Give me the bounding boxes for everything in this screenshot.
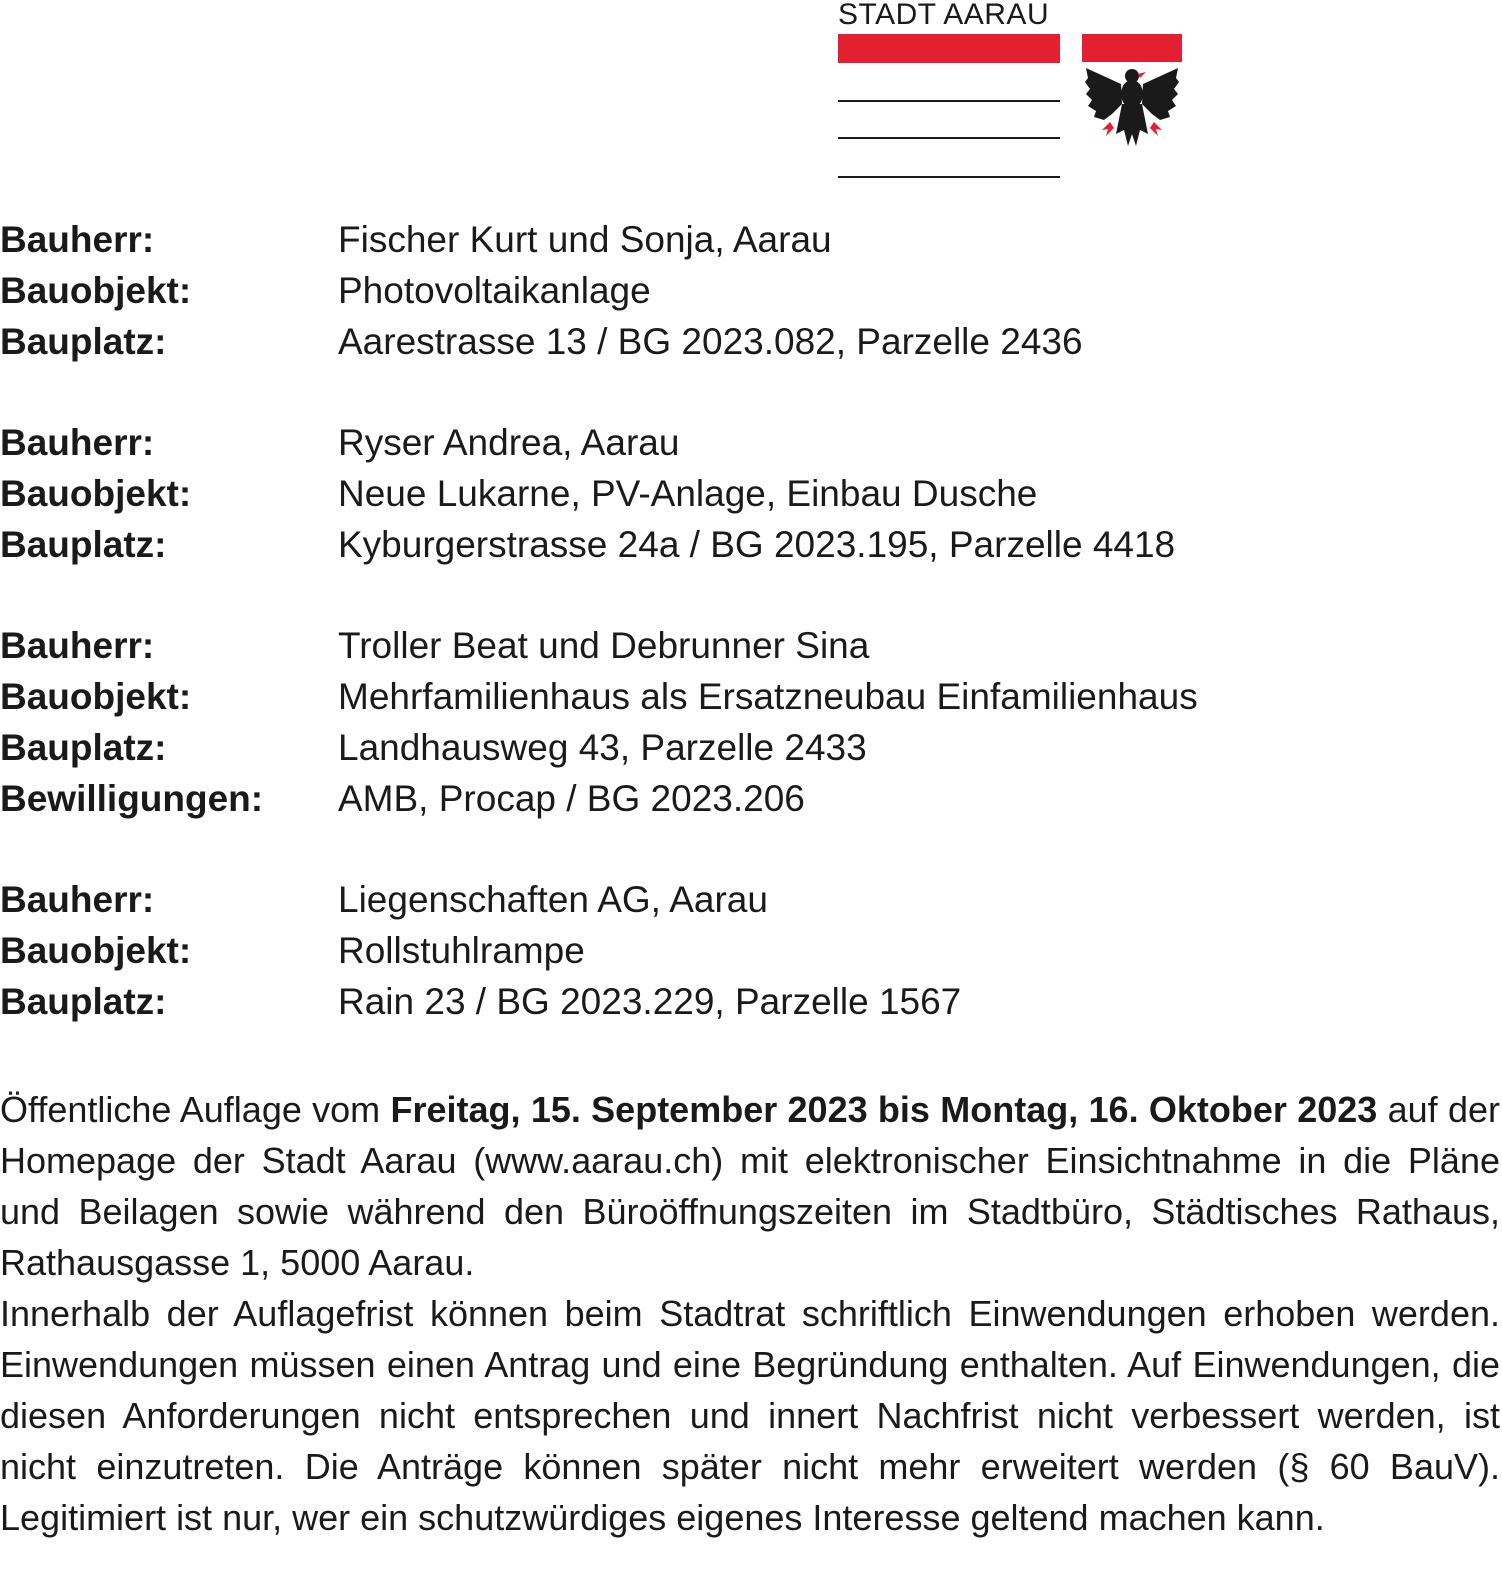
city-logo bbox=[838, 0, 1188, 180]
field-label: Bauplatz: bbox=[0, 321, 167, 362]
entry-row bbox=[0, 874, 1502, 925]
notice-paragraph-2: Innerhalb der Auflagefrist können beim Stadtrat schriftlich Einwendungen erhoben werden. Einwendungen müssen einen Antrag und eine Begründung enthalten. Auf Einwendungen, die diesen Anforderungen nicht entsprechen und innert Nachfrist nicht verbessert werden, ist nicht einzutreten. Die Anträge können später nicht mehr erweitert werden (§ 60 BauV). Legitimiert ist nur, wer ein schutzwürdiges eigenes Interesse geltend machen kann. bbox=[0, 1293, 1500, 1538]
entry-row bbox=[0, 671, 1502, 722]
entry-row bbox=[0, 519, 1502, 570]
field-value: Landhausweg 43, Parzelle 2433 bbox=[338, 727, 867, 768]
field-value: Rain 23 / BG 2023.229, Parzelle 1567 bbox=[338, 981, 962, 1022]
field-label: Bauplatz: bbox=[0, 981, 167, 1022]
field-label: Bauherr: bbox=[0, 879, 155, 920]
logo-red-bar bbox=[838, 34, 1060, 63]
field-value: Liegenschaften AG, Aarau bbox=[338, 879, 768, 920]
field-label: Bauplatz: bbox=[0, 727, 167, 768]
field-value: Rollstuhlrampe bbox=[338, 930, 585, 971]
entry-row bbox=[0, 417, 1502, 468]
building-applications bbox=[0, 214, 1502, 1077]
field-value: Kyburgerstrasse 24a / BG 2023.195, Parzelle 4418 bbox=[338, 524, 1176, 565]
field-label: Bauobjekt: bbox=[0, 473, 192, 514]
field-value: Mehrfamilienhaus als Ersatzneubau Einfamilienhaus bbox=[338, 676, 1198, 717]
entry-row bbox=[0, 773, 1502, 824]
entry-row bbox=[0, 722, 1502, 773]
notice-period: Freitag, 15. September 2023 bis Montag, 16. Oktober 2023 bbox=[390, 1089, 1378, 1130]
logo-text: STADT AARAU bbox=[838, 0, 1050, 31]
field-value: Fischer Kurt und Sonja, Aarau bbox=[338, 219, 832, 260]
field-value: AMB, Procap / BG 2023.206 bbox=[338, 778, 805, 819]
application-entry bbox=[0, 874, 1502, 1027]
notice-paragraph-1 bbox=[0, 1084, 1500, 1288]
field-value: Neue Lukarne, PV-Anlage, Einbau Dusche bbox=[338, 473, 1038, 514]
notice-intro: Öffentliche Auflage vom bbox=[0, 1089, 391, 1130]
field-label: Bauobjekt: bbox=[0, 270, 192, 311]
logo-line-3 bbox=[838, 176, 1060, 178]
entry-row bbox=[0, 925, 1502, 976]
field-label: Bauherr: bbox=[0, 219, 155, 260]
entry-row bbox=[0, 316, 1502, 367]
public-notice bbox=[0, 1084, 1500, 1543]
entry-row bbox=[0, 468, 1502, 519]
entry-row bbox=[0, 214, 1502, 265]
field-label: Bauplatz: bbox=[0, 524, 167, 565]
field-value: Ryser Andrea, Aarau bbox=[338, 422, 680, 463]
field-label: Bauherr: bbox=[0, 625, 155, 666]
entry-row bbox=[0, 620, 1502, 671]
application-entry bbox=[0, 214, 1502, 367]
entry-row bbox=[0, 265, 1502, 316]
notice-location: auf der Homepage der Stadt Aarau (www.aarau.ch) mit elektronischer Einsichtnahme in die Pläne und Beilagen sowie während den Büroöffnungszeiten im Stadtbüro, Städtisches Rathaus, Rathausgasse 1, 5000 Aarau. bbox=[0, 1089, 1500, 1283]
field-value: Photovoltaikanlage bbox=[338, 270, 651, 311]
logo-line-2 bbox=[838, 137, 1060, 139]
field-label: Bauobjekt: bbox=[0, 930, 192, 971]
field-label: Bewilligungen: bbox=[0, 778, 264, 819]
eagle-icon bbox=[1082, 34, 1182, 174]
field-label: Bauobjekt: bbox=[0, 676, 192, 717]
field-value: Troller Beat und Debrunner Sina bbox=[338, 625, 870, 666]
entry-row bbox=[0, 976, 1502, 1027]
field-value: Aarestrasse 13 / BG 2023.082, Parzelle 2436 bbox=[338, 321, 1083, 362]
logo-line-1 bbox=[838, 100, 1060, 102]
application-entry bbox=[0, 620, 1502, 824]
application-entry bbox=[0, 417, 1502, 570]
field-label: Bauherr: bbox=[0, 422, 155, 463]
